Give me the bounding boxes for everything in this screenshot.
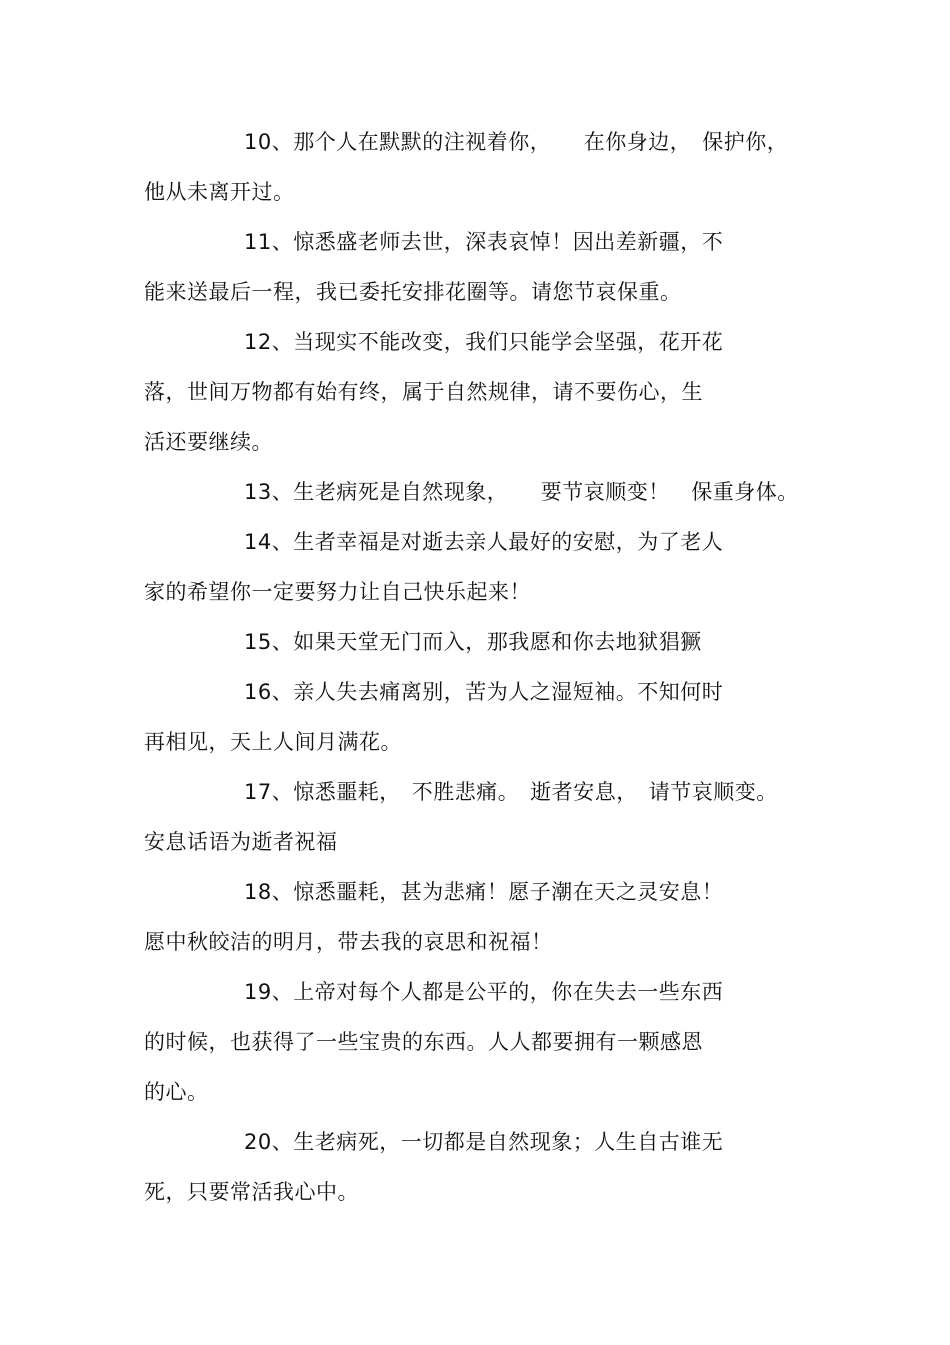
text-line: 死，只要常活我心中。 — [144, 1180, 359, 1204]
text-line: 20、生老病死，一切都是自然现象；人生自古谁无 — [244, 1130, 724, 1154]
text-line: 13、生老病死是自然现象， 要节哀顺变！ 保重身体。 — [244, 480, 799, 504]
text-line: 愿中秋皎洁的明月，带去我的哀思和祝福！ — [144, 930, 553, 954]
text-line: 11、惊悉盛老师去世，深表哀悼！因出差新疆，不 — [244, 230, 724, 254]
text-line: 再相见，天上人间月满花。 — [144, 730, 402, 754]
text-line: 的时候，也获得了一些宝贵的东西。人人都要拥有一颗感恩 — [144, 1030, 703, 1054]
text-line: 安息话语为逝者祝福 — [144, 830, 338, 854]
text-line: 落，世间万物都有始有终，属于自然规律，请不要伤心，生 — [144, 380, 703, 404]
text-line: 10、那个人在默默的注视着你， 在你身边， 保护你， — [244, 130, 789, 154]
text-line: 活还要继续。 — [144, 430, 273, 454]
text-line: 15、如果天堂无门而入，那我愿和你去地狱猖獗 — [244, 630, 702, 654]
text-line: 16、亲人失去痛离别，苦为人之湿短袖。不知何时 — [244, 680, 724, 704]
text-line: 19、上帝对每个人都是公平的，你在失去一些东西 — [244, 980, 724, 1004]
text-line: 家的希望你一定要努力让自己快乐起来！ — [144, 580, 531, 604]
text-line: 能来送最后一程，我已委托安排花圈等。请您节哀保重。 — [144, 280, 682, 304]
text-line: 17、惊悉噩耗， 不胜悲痛。 逝者安息， 请节哀顺变。 — [244, 780, 778, 804]
text-line: 14、生者幸福是对逝去亲人最好的安慰，为了老人 — [244, 530, 724, 554]
text-line: 的心。 — [144, 1080, 209, 1104]
text-line: 12、当现实不能改变，我们只能学会坚强，花开花 — [244, 330, 724, 354]
text-line: 他从未离开过。 — [144, 180, 295, 204]
text-line: 18、惊悉噩耗，甚为悲痛！愿子潮在天之灵安息！ — [244, 880, 724, 904]
